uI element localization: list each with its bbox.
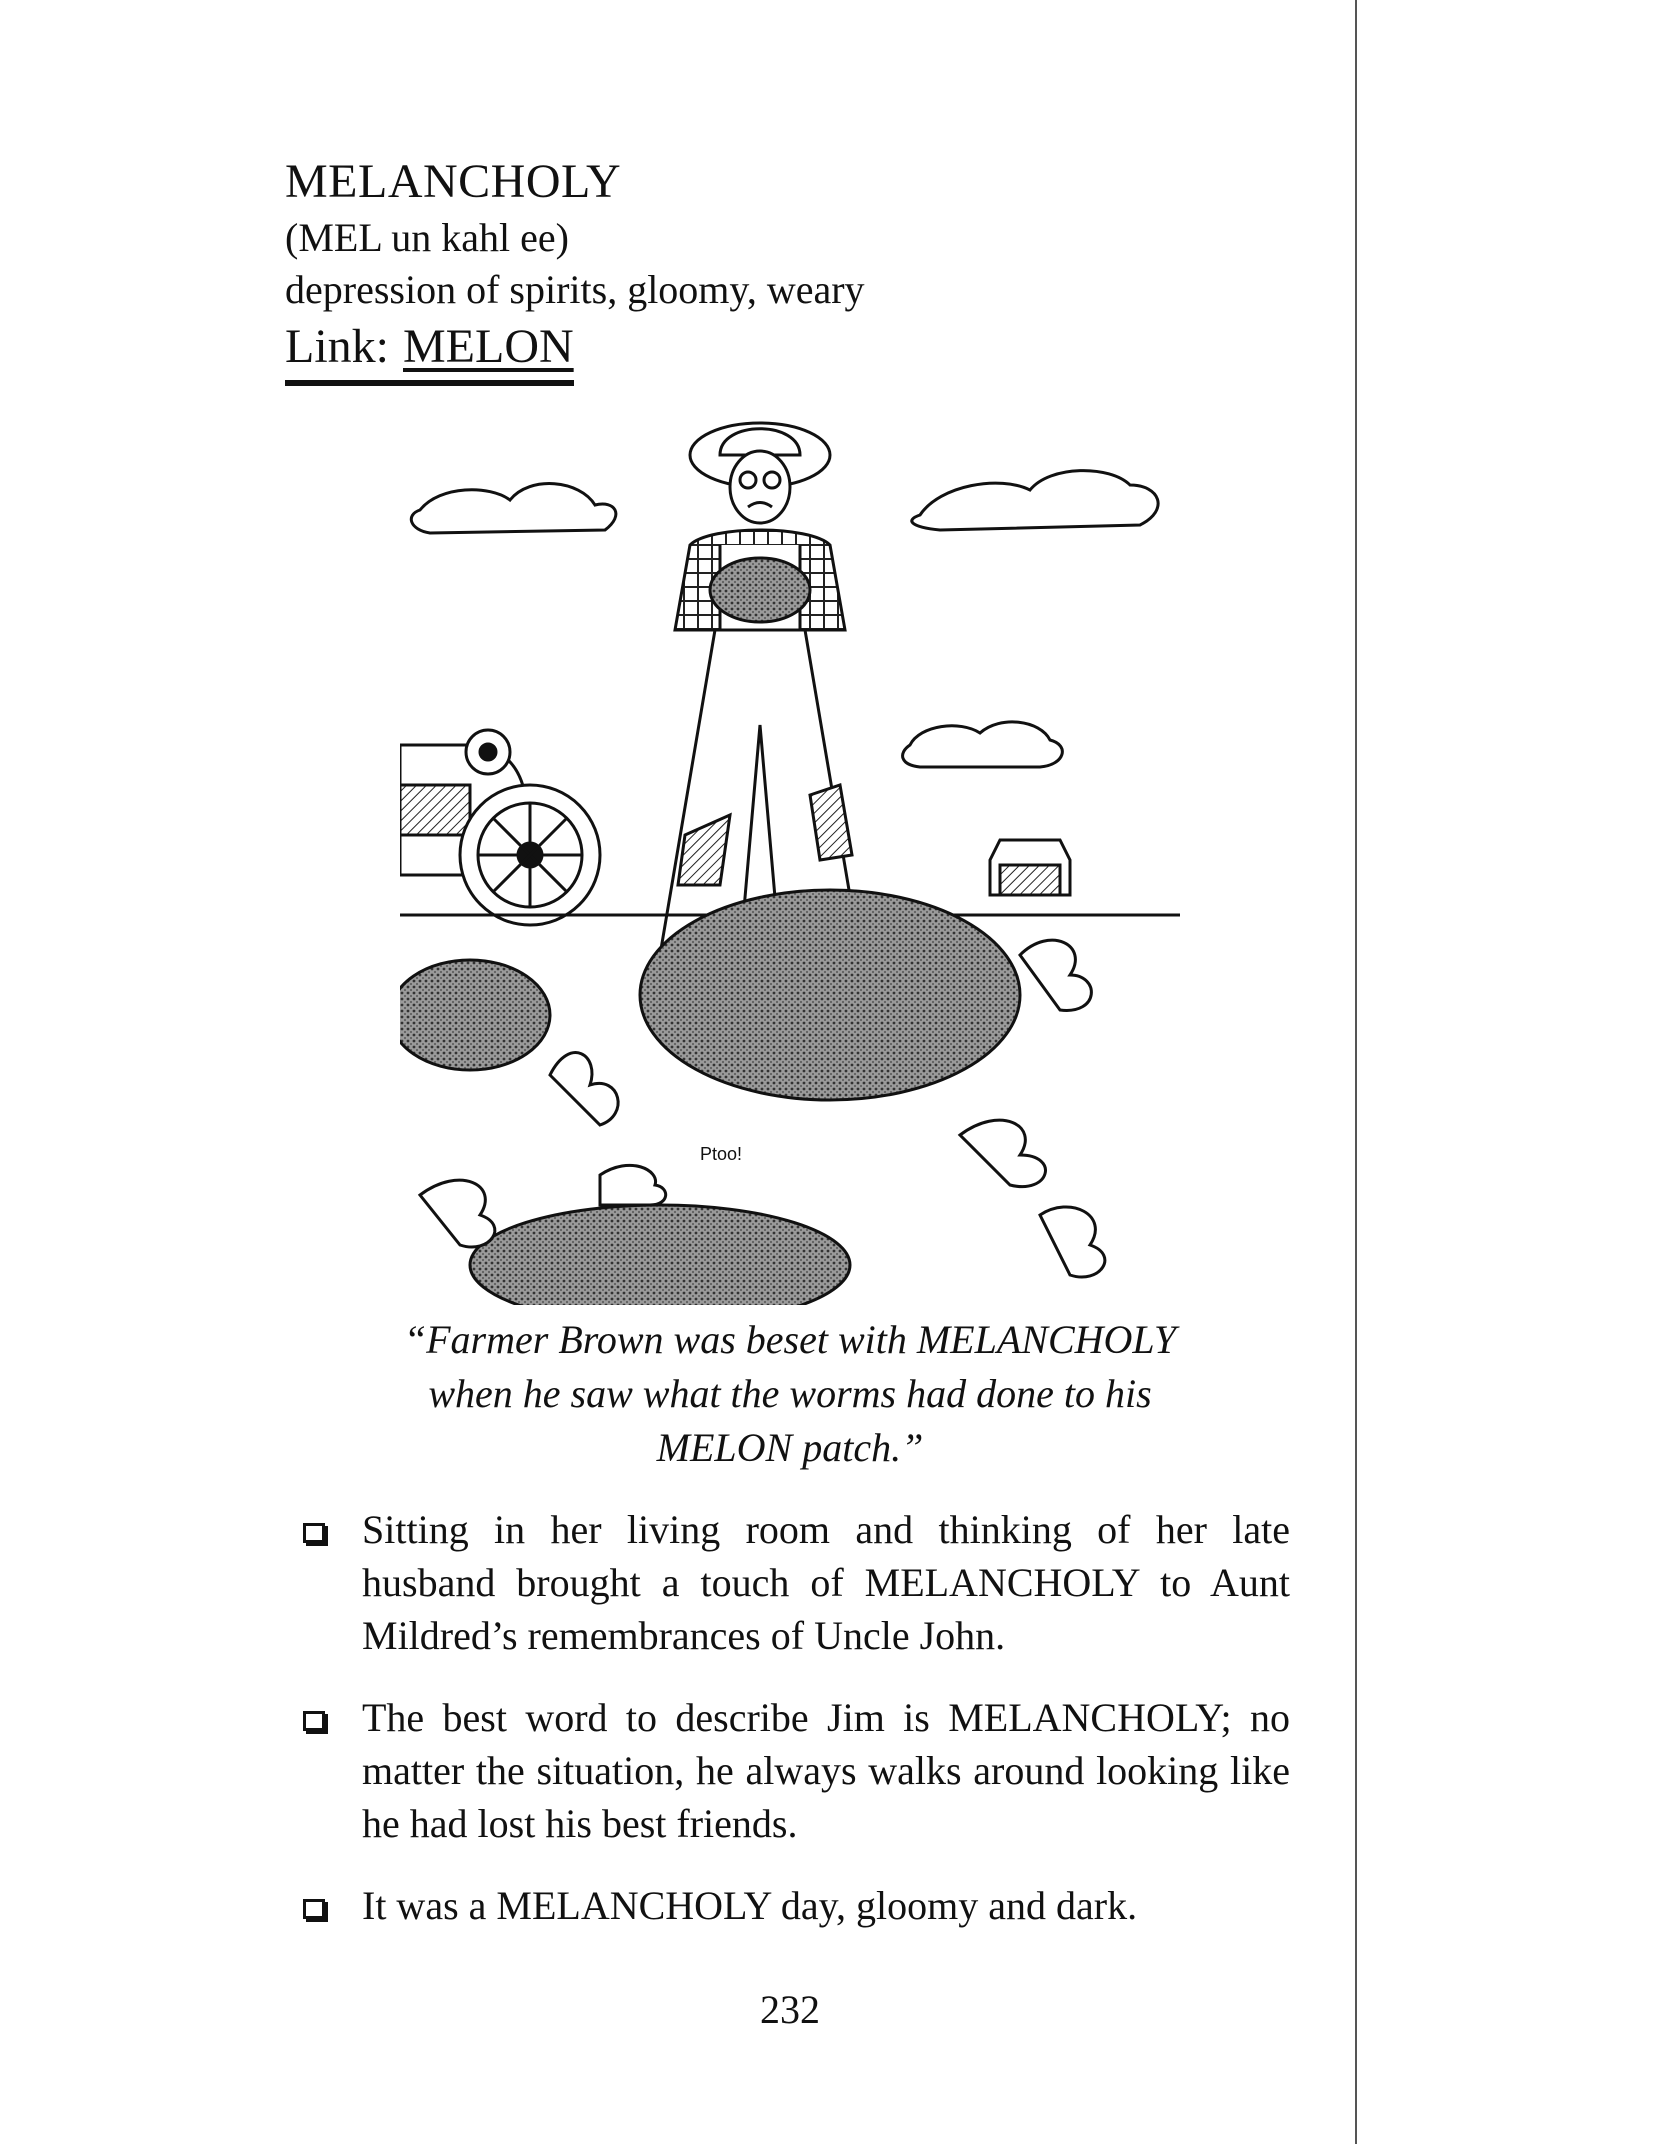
page-edge-rule (1355, 0, 1357, 2144)
checkbox-icon[interactable] (303, 1899, 325, 1919)
example-item (290, 1879, 1290, 1932)
example-item (290, 1503, 1290, 1662)
cloud-right (912, 471, 1158, 530)
example-text: Sitting in her living room and thinking of her late husband brought a touch of MELANCHOLY to Aunt Mildred’s remembrances of Uncle John. (362, 1507, 1290, 1658)
example-sentences (290, 1503, 1290, 1961)
example-text: The best word to describe Jim is MELANCHOLY; no matter the situation, he always walks around looking like he had lost his best friends. (362, 1695, 1290, 1846)
caption-line-2: when he saw what the worms had done to his (428, 1371, 1152, 1416)
definition: depression of spirits, gloomy, weary (285, 267, 865, 312)
illustration-sound-text: Ptoo! (700, 1144, 743, 1164)
melon-patch (400, 890, 1180, 1305)
page-number: 232 (760, 1987, 820, 2032)
checkbox-icon[interactable] (303, 1711, 325, 1731)
link-label: Link: (285, 320, 389, 373)
link-word: MELON (403, 320, 574, 373)
example-text: It was a MELANCHOLY day, gloomy and dark. (362, 1883, 1138, 1928)
farmer (660, 423, 860, 955)
caption-line-1: “Farmer Brown was beset with MELANCHOLY (403, 1317, 1177, 1362)
vocabulary-entry (285, 152, 985, 386)
illustration-caption (300, 1313, 1280, 1475)
headword: MELANCHOLY (285, 155, 622, 208)
example-item (290, 1691, 1290, 1850)
pronunciation: (MEL un kahl ee) (285, 215, 569, 260)
cloud-left (411, 484, 616, 533)
checkbox-icon[interactable] (303, 1523, 325, 1543)
cloud-middle (903, 722, 1063, 767)
link-line (285, 316, 574, 386)
tractor (400, 730, 600, 925)
farmer-melon-illustration (400, 415, 1180, 1305)
barn (990, 840, 1070, 895)
caption-line-3: MELON patch.” (656, 1425, 924, 1470)
